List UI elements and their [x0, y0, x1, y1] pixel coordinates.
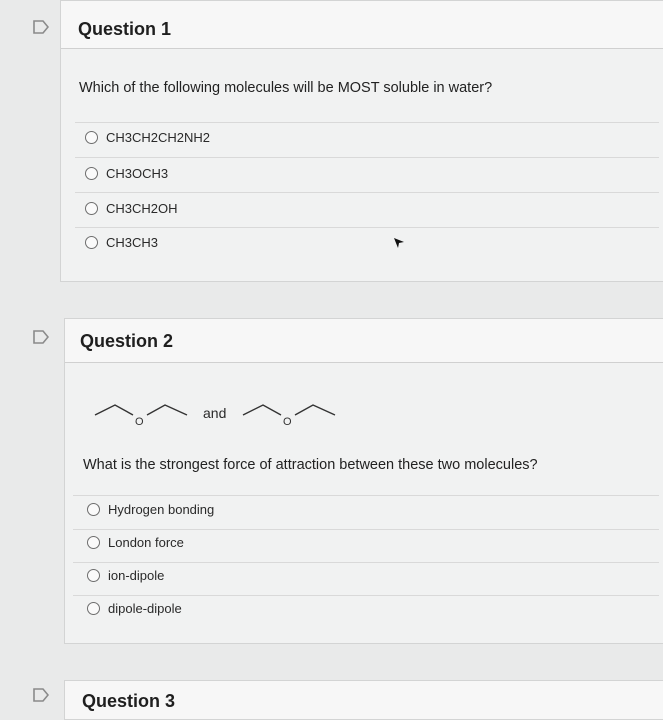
question-1-title: Question 1 [78, 19, 172, 39]
question-2-title: Question 2 [80, 331, 174, 351]
option-divider [73, 495, 659, 496]
question-2-prompt: What is the strongest force of attraction between these two molecules? [83, 457, 538, 473]
flag-question-icon[interactable] [33, 20, 49, 34]
dimethyl-ether-structure-1 [93, 395, 203, 431]
q1-option-3-label: CH3CH2OH [106, 200, 178, 216]
radio-button[interactable] [87, 536, 100, 549]
q2-option-1-label: Hydrogen bonding [108, 501, 215, 517]
option-divider [75, 157, 659, 158]
q2-option-3[interactable] [87, 565, 164, 585]
q2-option-4[interactable] [87, 598, 182, 618]
q2-option-3-label: ion-dipole [108, 567, 165, 583]
oxygen-atom-label: O [135, 416, 144, 428]
option-divider [73, 562, 659, 563]
q1-option-2-label: CH3OCH3 [106, 165, 169, 181]
option-divider [73, 529, 659, 530]
question-1-card [60, 0, 663, 282]
radio-button[interactable] [85, 131, 98, 144]
option-divider [73, 595, 659, 596]
option-divider [75, 192, 659, 193]
option-divider [75, 227, 659, 228]
q2-option-2[interactable] [87, 532, 184, 552]
radio-button[interactable] [85, 236, 98, 249]
mouse-cursor-icon [393, 237, 405, 249]
question-1-header [61, 1, 663, 49]
question-3-title: Question 3 [82, 691, 176, 711]
q1-option-4-label: CH3CH3 [106, 234, 159, 250]
and-text: and [203, 405, 227, 421]
radio-button[interactable] [87, 503, 100, 516]
oxygen-atom-label: O [283, 416, 292, 428]
radio-button[interactable] [85, 202, 98, 215]
dimethyl-ether-structure-2 [241, 395, 351, 431]
q1-option-1-label: CH3CH2CH2NH2 [106, 129, 211, 145]
q2-option-4-label: dipole-dipole [108, 600, 182, 616]
radio-button[interactable] [87, 569, 100, 582]
question-3-card [64, 680, 663, 720]
question-1-prompt: Which of the following molecules will be MOST soluble in water? [79, 80, 493, 96]
q2-option-2-label: London force [108, 534, 184, 550]
q2-option-1[interactable] [87, 499, 214, 519]
radio-button[interactable] [87, 602, 100, 615]
q1-option-2[interactable] [85, 163, 168, 183]
q1-option-4[interactable] [85, 232, 158, 252]
question-2-card [64, 318, 663, 644]
option-divider [75, 122, 659, 123]
radio-button[interactable] [85, 167, 98, 180]
q1-option-3[interactable] [85, 198, 178, 218]
flag-question-icon[interactable] [33, 330, 49, 344]
question-2-header [65, 319, 663, 363]
q1-option-1[interactable] [85, 127, 210, 147]
